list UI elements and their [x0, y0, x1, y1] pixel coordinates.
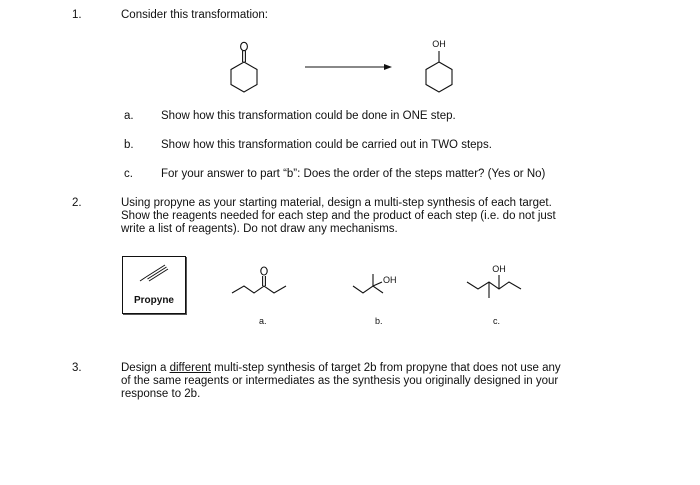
reaction-arrow	[305, 64, 392, 70]
q1-part-c-text: For your answer to part “b”: Does the order of the steps matter? (Yes or No)	[161, 168, 546, 180]
question-3-line-1	[121, 362, 561, 375]
question-1-number: 1.	[72, 9, 82, 21]
q1-part-a-text: Show how this transformation could be done in ONE step.	[161, 110, 456, 122]
target-b-structure	[350, 262, 415, 300]
q3-line1-post: multi-step synthesis of target 2b from propyne that does not use any	[210, 362, 561, 374]
transformation-scheme	[220, 32, 480, 94]
target-c-letter: c.	[493, 316, 501, 326]
target-a-letter: a.	[259, 316, 267, 326]
propyne-structure	[123, 257, 185, 289]
question-1-prompt: Consider this transformation:	[121, 9, 269, 21]
question-2-number: 2.	[72, 197, 82, 209]
question-3-number: 3.	[72, 362, 82, 374]
propyne-box	[122, 256, 186, 314]
question-2-line-1: Using propyne as your starting material, design a multi-step synthesis of each target.	[121, 197, 552, 209]
q3-line1-pre: Design a	[121, 362, 170, 374]
cyclohexanone-structure	[231, 42, 257, 92]
propyne-label: Propyne	[133, 295, 174, 306]
q1-part-b-letter: b.	[124, 139, 134, 151]
question-2-line-3: write a list of reagents). Do not draw any mechanisms.	[121, 223, 398, 235]
target-a-structure	[228, 262, 298, 300]
cyclohexanol-structure	[426, 51, 452, 92]
target-c-oh-label: OH	[492, 264, 506, 274]
q1-part-a-letter: a.	[124, 110, 134, 122]
target-c-structure	[463, 258, 533, 302]
q1-part-b-text: Show how this transformation could be carried out in TWO steps.	[161, 139, 492, 151]
q1-part-c-letter: c.	[124, 168, 133, 180]
q3-emphasis: different	[169, 362, 211, 374]
product-oh-label: OH	[432, 39, 446, 49]
question-3-line-2: of the same reagents or intermediates as the synthesis you originally designed in your	[121, 375, 559, 387]
question-2-line-2: Show the reagents needed for each step and the product of each step (i.e. do not just	[121, 210, 556, 222]
target-b-letter: b.	[375, 316, 383, 326]
question-3-line-3: response to 2b.	[121, 388, 201, 400]
target-b-oh-label: OH	[383, 275, 397, 285]
